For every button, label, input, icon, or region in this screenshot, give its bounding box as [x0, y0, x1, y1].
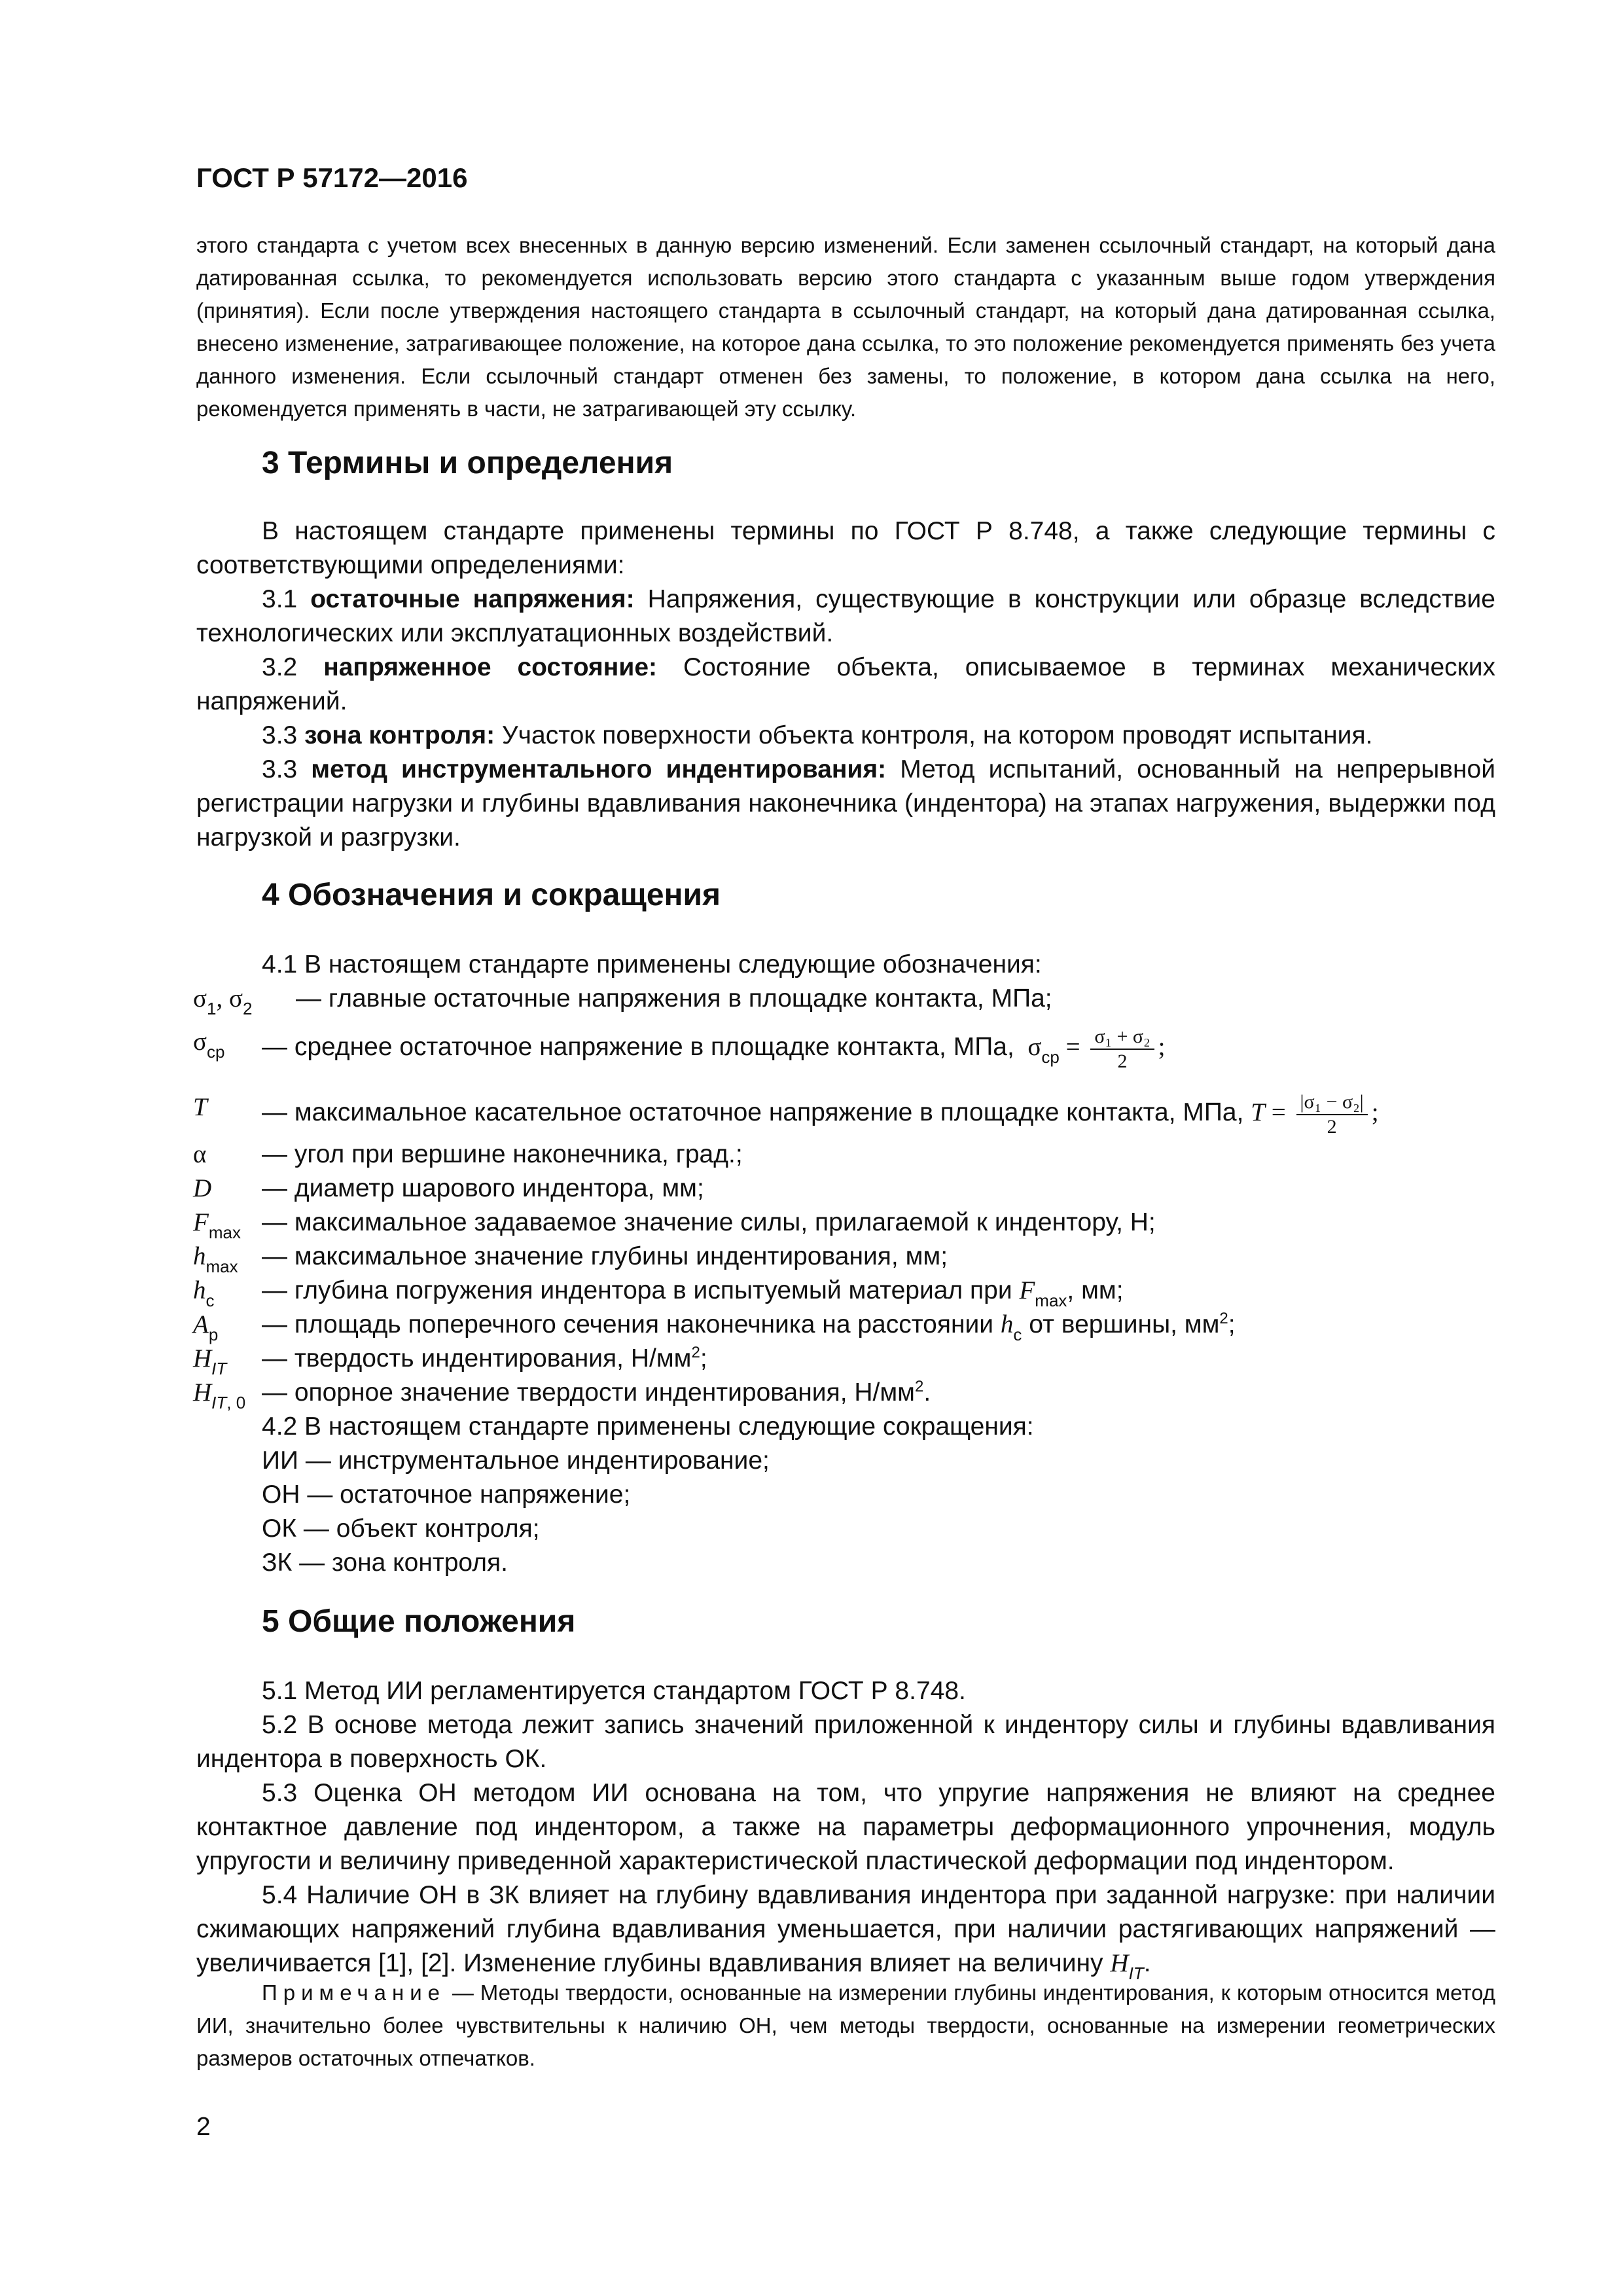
- formula-T: T = $\frac{\text{|σ₁ − σ₂|}}{2}$ ;: [1251, 1091, 1379, 1138]
- symbol-hc: $h_c$: [193, 1276, 215, 1310]
- def-text: — опорное значение твердости индентирования, Н/мм: [262, 1378, 915, 1407]
- def-sigma-avg: [262, 1025, 1165, 1073]
- section-3-title: 3 Термины и определения: [262, 446, 673, 480]
- def-text: — максимальное касательное остаточное напряжение в площадке контакта, МПа,: [262, 1098, 1244, 1126]
- def-hc: — глубина погружения индентора в испытуемый материал при $F_{max}$, мм;: [262, 1276, 1124, 1310]
- term-3-2: [196, 651, 1495, 719]
- def-HIT: — твердость индентирования, $Н/мм^2$;: [262, 1344, 707, 1372]
- symbol-hmax: $h_{max}$: [193, 1242, 238, 1276]
- def-hmax: — максимальное значение глубины индентирования, мм;: [262, 1242, 948, 1270]
- note: [196, 1977, 1495, 2075]
- term-definition: Метод испытаний, основанный на непрерывной регистрации нагрузки и глубины вдавливания наконечника (индентора) на этапах нагружения, выдержки под нагрузкой и разгрузки.: [196, 755, 1496, 852]
- clause-5-4: 5.4 Наличие ОН в ЗК влияет на глубину вдавливания индентора при заданной нагрузке: при наличии сжимающих напряжений глубина вдавливания уменьшается, при наличии растягивающих напряжений — увеличивается [1], [2]. Изменение глубины вдавливания влияет на величину $H_{IT}$.: [196, 1881, 1495, 1983]
- abbr-zk: ЗК — зона контроля.: [262, 1549, 508, 1577]
- term-definition: Состояние объекта, описываемое в терминах механических напряжений.: [196, 653, 1496, 715]
- def-D: — диаметр шарового индентора, мм;: [262, 1174, 704, 1202]
- symbol-Ap: $A_p$: [193, 1310, 219, 1344]
- term-definition: Участок поверхности объекта контроля, на котором проводят испытания.: [501, 721, 1373, 749]
- clause-text: 5.4 Наличие ОН в ЗК влияет на глубину вдавливания индентора при заданной нагрузке: при наличии сжимающих напряжений глубина вдавливания уменьшается, при наличии растягивающих напряжений — увеличивается [1], [2]. Изменение глубины вдавливания влияет на величину: [196, 1881, 1495, 1977]
- symbol-T: T: [193, 1093, 207, 1121]
- term-definition: Напряжения, существующие в конструкции или образце вследствие технологических или эксплуатационных воздействий.: [196, 585, 1495, 647]
- clause-5-3: 5.3 Оценка ОН методом ИИ основана на том, что упругие напряжения не влияют на среднее контактное давление под индентором, а также на параметры деформационного упрочнения, модуль упругости и величину приведенной характеристической пластической деформации под индентором.: [196, 1779, 1495, 1875]
- symbol-HIT0: $H_{IT, 0}$: [193, 1378, 246, 1412]
- symbol-D: D: [193, 1174, 212, 1202]
- document-header: ГОСТ Р 57172—2016: [196, 162, 468, 193]
- symbol-sigma12: $\sigma_1$, $\sigma_2$: [193, 984, 253, 1018]
- term-number: 3.1: [262, 585, 298, 613]
- section-4-lead-2: 4.2 В настоящем стандарте применены следующие сокращения:: [262, 1412, 1034, 1441]
- term-name: напряженное состояние:: [323, 653, 658, 681]
- term-number: 3.2: [262, 653, 298, 681]
- clause-5-1: 5.1 Метод ИИ регламентируется стандартом ГОСТ Р 8.748.: [262, 1677, 966, 1705]
- symbol-sigma-avg: $\sigma_{ср}$: [193, 1028, 225, 1062]
- abbr-on: ОН — остаточное напряжение;: [262, 1480, 631, 1509]
- def-text: — глубина погружения индентора в испытуемый материал при: [262, 1276, 1012, 1304]
- term-name: остаточные напряжения:: [310, 585, 635, 613]
- symbol-alpha: α: [193, 1140, 207, 1168]
- def-T: [262, 1090, 1379, 1139]
- section-4-title: 4 Обозначения и сокращения: [262, 878, 721, 912]
- section-4-lead: 4.1 В настоящем стандарте применены следующие обозначения:: [262, 950, 1042, 978]
- page-number: 2: [196, 2113, 211, 2141]
- note-label: Примечание: [262, 1981, 446, 2005]
- term-number: 3.3: [262, 755, 298, 783]
- term-number: 3.3: [262, 721, 298, 749]
- note-text: — Методы твердости, основанные на измерении глубины индентирования, к которым относится метод ИИ, значительно более чувствительны к наличию ОН, чем методы твердости, основанные на измерении геометрических размеров остаточных отпечатков.: [196, 1981, 1495, 2070]
- formula-sigma-avg: $\sigma_{ср}$ = $\frac{\text{σ₁ + σ₂}}{2}$ ;: [1021, 1026, 1166, 1072]
- term-3-1: [196, 583, 1495, 651]
- section-5-title: 5 Общие положения: [262, 1604, 576, 1639]
- abbr-ok: ОК — объект контроля;: [262, 1515, 540, 1543]
- symbol-HIT: $H_{IT}$: [193, 1344, 227, 1378]
- term-3-4: [196, 753, 1495, 855]
- def-text: — твердость индентирования, Н/мм: [262, 1344, 692, 1372]
- fraction: $\frac{\text{|σ₁ − σ₂|}}{2}$: [1296, 1090, 1368, 1139]
- def-text: — среднее остаточное напряжение в площадке контакта, МПа,: [262, 1032, 1014, 1061]
- intro-paragraph: этого стандарта с учетом всех внесенных в данную версию изменений. Если заменен ссылочный стандарт, на который дана датированная ссылка, то рекомендуется использовать версию этого стандарта с указанным выше годом утверждения (принятия). Если после утверждения настоящего стандарта в ссылочный стандарт, на который дана датированная ссылка, внесено изменение, затрагивающее положение, на которое дана ссылка, то это положение рекомендуется применять без учета данного изменения. Если ссылочный стандарт отменен без замены, то положение, в котором дана ссылка на него, рекомендуется применять в части, не затрагивающей эту ссылку.: [196, 233, 1495, 421]
- def-HIT0: — опорное значение твердости индентирования, $Н/мм^2$.: [262, 1378, 931, 1407]
- def-Ap: — площадь поперечного сечения наконечника на расстоянии $h_c$ от вершины, $мм^2$;: [262, 1310, 1236, 1344]
- section-3-lead: В настоящем стандарте применены термины по ГОСТ Р 8.748, а также следующие термины с соответствующими определениями:: [196, 517, 1495, 579]
- def-alpha: — угол при вершине наконечника, град.;: [262, 1140, 743, 1168]
- term-3-3: [196, 719, 1495, 753]
- fraction: $\frac{\text{σ₁ + σ₂}}{2}$: [1090, 1025, 1154, 1073]
- term-name: метод инструментального индентирования:: [311, 755, 887, 783]
- symbol-Fmax: $F_{max}$: [193, 1208, 241, 1242]
- term-name: зона контроля:: [304, 721, 495, 749]
- def-text: — площадь поперечного сечения наконечника на расстоянии: [262, 1310, 994, 1338]
- clause-5-2: 5.2 В основе метода лежит запись значений приложенной к индентору силы и глубины вдавливания индентора в поверхность ОК.: [196, 1711, 1495, 1773]
- def-Fmax: — максимальное задаваемое значение силы, прилагаемой к индентору, Н;: [262, 1208, 1156, 1236]
- def-sigma12: — главные остаточные напряжения в площадке контакта, МПа;: [296, 984, 1052, 1013]
- abbr-ii: ИИ — инструментальное индентирование;: [262, 1446, 770, 1475]
